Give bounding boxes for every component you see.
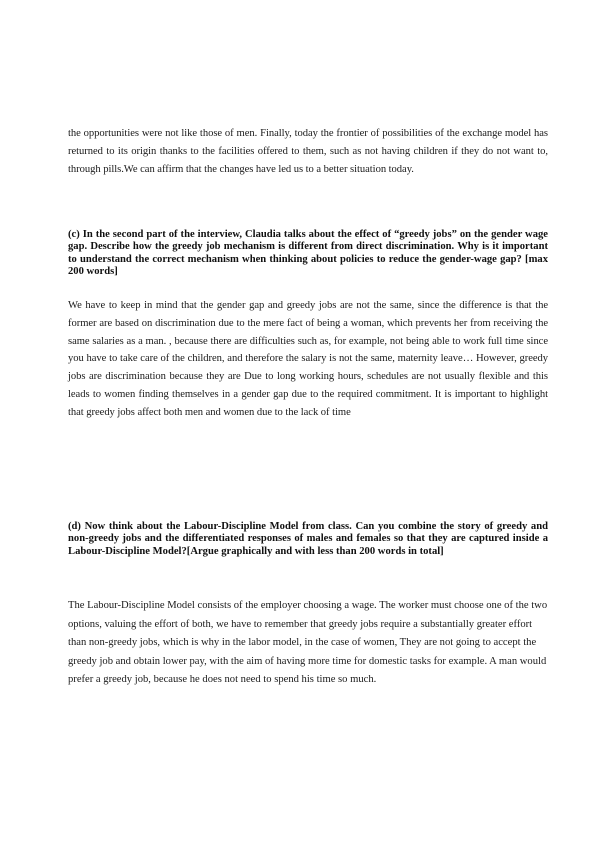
answer-c-block: [68, 297, 548, 422]
answer-c-paragraph: We have to keep in mind that the gender gap and greedy jobs are not the same, since the difference is that the former are based on discrimination due to the mere fact of being a woman, which prevents her from receiving the same salaries as a man. , because there are difficulties such as, for example, not being able to work full time since you have to take care of the children, and therefore the salary is not the same, maternity leave… However, greedy jobs are discrimination because they are Due to long working hours, schedules are not usually flexible and this leads to women finding themselves in a gender gap due to the required commitment. It is important to highlight that greedy jobs affect both men and women due to the lack of time: [68, 300, 548, 418]
answer-d-paragraph: The Labour-Discipline Model consists of the employer choosing a wage. The worker must choose one of the two options, valuing the effort of both, we have to remember that greedy jobs require a substantially greater effort than non-greedy jobs, which is why in the labor model, in the case of women, They are not going to accept the greedy job and obtain lower pay, with the aim of having more time for domestic tasks for example. A man would prefer a greedy job, because he does not need to spend his time so much.: [68, 600, 548, 686]
question-d-block: [68, 521, 548, 558]
question-c-heading: (c) In the second part of the interview, Claudia talks about the effect of “greedy jobs” on the gender wage gap. Describe how the greedy job mechanism is different from direct discrimination. Why is it important to understand the correct mechanism when thinking about policies to reduce the gender-wage gap? [max 200 words]: [68, 229, 548, 278]
answer-d-block: [68, 597, 548, 690]
intro-paragraph-block: [68, 125, 548, 178]
intro-paragraph: the opportunities were not like those of men. Finally, today the frontier of possibilities of the exchange model has returned to its origin thanks to the facilities offered to them, such as not having children if they do not want to, through pills.We can affirm that the changes have led us to a better situation today.: [68, 128, 548, 175]
question-c-block: [68, 229, 548, 279]
question-d-heading: (d) Now think about the Labour-Discipline Model from class. Can you combine the story of greedy and non-greedy jobs and the differentiated responses of males and females so that they are captured inside a Labour-Discipline Model?[Argue graphically and with less than 200 words in total]: [68, 521, 548, 557]
